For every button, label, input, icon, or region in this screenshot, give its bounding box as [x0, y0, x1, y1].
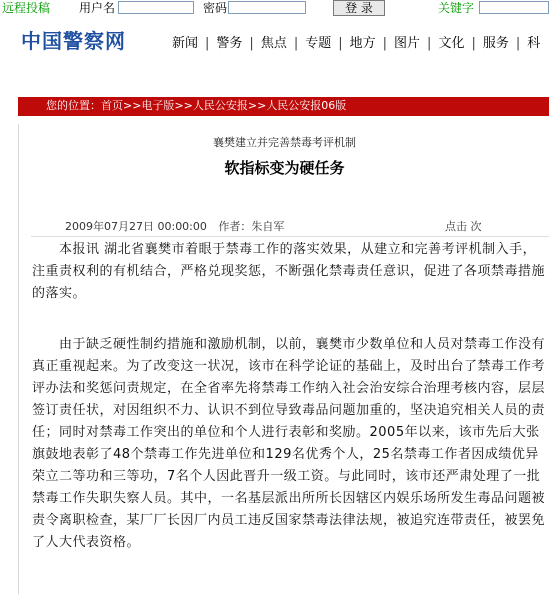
password-input[interactable] — [228, 1, 306, 14]
article-date: 2009年07月27日 00:00:00 — [65, 220, 207, 233]
article-content — [18, 124, 549, 594]
main-nav — [172, 32, 540, 51]
nav-item-services[interactable]: 服务 — [482, 36, 509, 51]
password-label: 密码 — [203, 1, 228, 15]
site-logo[interactable]: 中国警察网 — [21, 29, 126, 53]
keyword-input[interactable] — [479, 1, 549, 14]
login-button[interactable]: 登 录 — [333, 0, 385, 16]
nav-separator: | — [382, 36, 388, 51]
nav-separator: | — [471, 36, 476, 51]
username-input[interactable] — [118, 1, 194, 14]
top-bar — [0, 0, 549, 17]
nav-item-pictures[interactable]: 图片 — [394, 36, 421, 51]
nav-item-culture[interactable]: 文化 — [438, 36, 465, 51]
breadcrumb-separator: >> — [123, 99, 142, 112]
breadcrumb-page[interactable]: 人民公安报06版 — [266, 99, 347, 112]
article-clicks: 点击 次 — [445, 220, 482, 233]
breadcrumb-separator: >> — [174, 99, 193, 112]
keyword-label: 关键字 — [438, 1, 475, 15]
breadcrumb-paper[interactable]: 人民公安报 — [192, 99, 248, 112]
breadcrumb — [46, 99, 346, 113]
article-meta — [65, 218, 482, 234]
article-title: 软指标变为硬任务 — [224, 159, 345, 177]
breadcrumb-e-edition[interactable]: 电子版 — [141, 99, 175, 112]
nav-item-police-affairs[interactable]: 警务 — [216, 36, 243, 51]
username-label: 用户名 — [79, 1, 116, 15]
breadcrumb-separator: >> — [247, 99, 267, 112]
nav-separator: | — [249, 36, 254, 51]
nav-separator: | — [293, 36, 299, 51]
remote-submit-link[interactable]: 远程投稿 — [2, 1, 51, 15]
divider — [31, 236, 549, 237]
nav-separator: | — [205, 36, 210, 51]
article-subtitle: 襄樊建立并完善禁毒考评机制 — [213, 136, 356, 149]
nav-item-topics[interactable]: 专题 — [305, 36, 332, 51]
nav-separator: | — [515, 36, 521, 51]
article-author: 作者：朱自军 — [218, 220, 285, 233]
paragraph-1-text: 本报讯 湖北省襄樊市着眼于禁毒工作的落实效果，从建立和完善考评机制入手，注重责权利的有机结合，严格兑现奖惩，不断强化禁毒责任意识，促进了各项禁毒措施的落实。 — [32, 242, 546, 301]
breadcrumb-home[interactable]: 首页 — [101, 99, 123, 112]
nav-item-focus[interactable]: 焦点 — [260, 36, 287, 51]
nav-item-local[interactable]: 地方 — [349, 36, 376, 51]
nav-separator: | — [427, 36, 432, 51]
article-paragraph-1 — [32, 239, 547, 305]
nav-separator: | — [338, 36, 343, 51]
nav-item-science[interactable]: 科 — [527, 36, 541, 51]
breadcrumb-prefix: 您的位置： — [46, 99, 101, 112]
article-paragraph-2 — [32, 334, 547, 554]
paragraph-2-text: 由于缺乏硬性制约措施和激励机制，以前，襄樊市少数单位和人员对禁毒工作没有真正重视起来。为了改变这一状况，该市在科学论证的基础上，及时出台了禁毒工作考评办法和奖惩问责规定，在全省率先将禁毒工作纳入社会治安综合治理考核内容，层层签订责任状，对因组织不力、认识不到位导致毒品问题加重的，坚决追究相关人员的责任；同时对禁毒工作突出的单位和个人进行表彰和奖励。2005年以来，该市先后大张旗鼓地表彰了48个禁毒工作先进单位和129名优秀个人，25名禁毒工作者因成绩优异荣立二等功和三等功，7名个人因此晋升一级工资。与此同时，该市还严肃处理了一批禁毒工作失职失察人员。其中，一名基层派出所所长因辖区内娱乐场所发生毒品问题被责令离职检查，某厂厂长因厂内员工违反国家禁毒法律法规，被追究连带责任，被罢免了人大代表资格。 — [32, 337, 546, 550]
nav-item-news[interactable]: 新闻 — [172, 36, 199, 51]
